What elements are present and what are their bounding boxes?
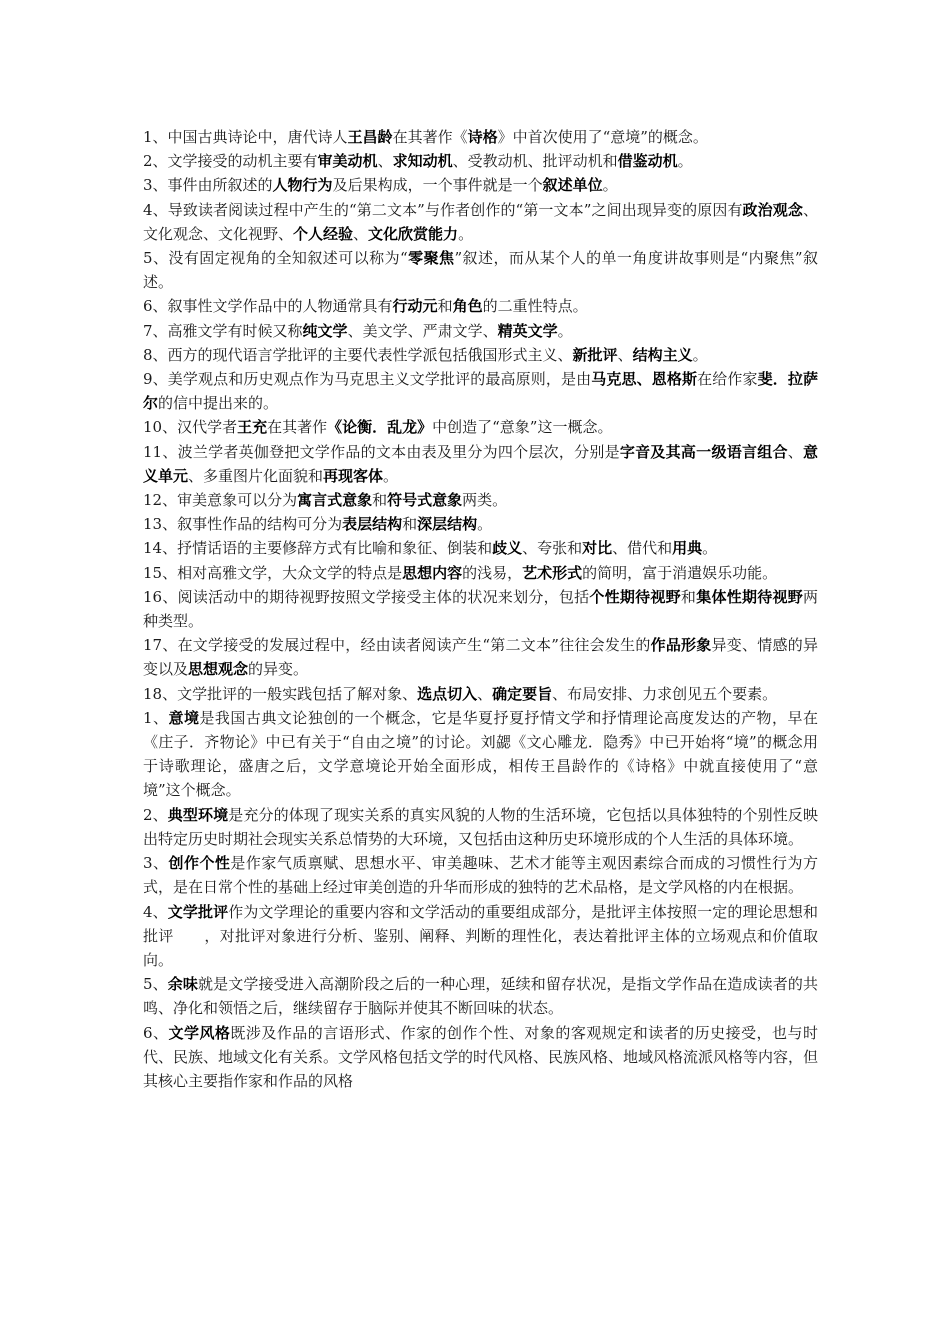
question-item [143, 488, 818, 512]
text-segment: 、夸张和 [522, 539, 583, 558]
answer-keyword: 对比 [582, 539, 613, 558]
answer-keyword: 寓言式意象 [297, 491, 373, 510]
text-segment: 和 [372, 491, 388, 510]
answer-keyword: 零聚焦 [407, 249, 455, 268]
answer-keyword: 深层结构 [417, 515, 478, 534]
answer-keyword: 确定要旨 [492, 684, 553, 703]
question-item [143, 415, 818, 439]
text-segment: 1、 [143, 708, 169, 727]
text-segment: 2、文学接受的动机主要有 [143, 152, 318, 171]
answer-keyword: 余味 [167, 975, 199, 994]
answer-keyword: 人物行为 [272, 176, 333, 195]
question-item [143, 246, 818, 294]
answer-keyword: 求知动机 [392, 152, 453, 171]
answer-keyword: 歧义 [492, 539, 523, 558]
text-segment: 、 [353, 224, 369, 243]
question-item [143, 440, 818, 488]
answer-keyword: 文学批评 [167, 902, 229, 921]
question-item [143, 367, 818, 415]
text-segment: 、多重图片化面貌和 [188, 466, 324, 485]
answer-keyword: 政治观念 [742, 200, 803, 219]
answer-keyword: 意义单元 [143, 442, 818, 485]
answer-keyword: 《论衡．乱龙》 [327, 418, 433, 437]
answer-keyword: 叙述单位 [542, 176, 603, 195]
text-segment: 及后果构成，一个事件就是一个 [332, 176, 543, 195]
answer-keyword: 新批评 [572, 345, 618, 364]
answer-keyword: 斐．拉萨尔 [143, 370, 818, 413]
question-item [143, 319, 818, 343]
question-item [143, 173, 818, 197]
text-segment: 两类。 [462, 491, 508, 510]
answer-keyword: 表层结构 [342, 515, 403, 534]
answer-keyword: 马克思、恩格斯 [591, 370, 698, 389]
question-item [143, 633, 818, 681]
text-segment: 。 [692, 345, 708, 364]
text-segment: 和 [437, 297, 453, 316]
answer-keyword: 艺术形式 [522, 563, 583, 582]
answer-keyword: 再现客体 [323, 466, 384, 485]
definition-item [143, 803, 818, 851]
answer-keyword: 集体性期待视野 [696, 587, 803, 606]
text-segment: 是作家气质禀赋、思想水平、审美趣味、艺术才能等主观因素综合而成的习惯性行为方式，是在日常个性的基础上经过审美创造的升华而形成的独特的艺术品格，是文学风格的内在根据。 [143, 854, 818, 897]
answer-keyword: 结构主义 [632, 345, 693, 364]
question-item [143, 343, 818, 367]
answer-keyword: 借鉴动机 [617, 152, 678, 171]
text-segment: 、美文学、严肃文学、 [347, 321, 498, 340]
text-segment: 。 [677, 152, 693, 171]
text-segment: ”叙述，而从某个人的单一角度讲故事则是“内聚焦”叙述。 [143, 249, 818, 292]
text-segment: 16、阅读活动中的期待视野按照文学接受主体的状况来划分，包括 [143, 587, 590, 606]
text-segment: 中创造了“意象”这一概念。 [432, 418, 613, 437]
definition-item [143, 900, 818, 973]
text-segment: 两种类型。 [143, 587, 818, 631]
text-segment: 的简明，富于消遣娱乐功能。 [582, 563, 778, 582]
text-segment: 的信中提出来的。 [158, 394, 279, 413]
document-page [143, 125, 818, 1093]
text-segment: 18、文学批评的一般实践包括了解对象、 [143, 684, 418, 703]
text-segment: 、 [377, 152, 393, 171]
text-segment: 。 [477, 515, 493, 534]
answer-keyword: 思想内容 [402, 563, 463, 582]
text-segment: 2、 [143, 805, 168, 824]
text-segment: 14、抒情话语的主要修辞方式有比喻和象征、倒装和 [143, 539, 493, 558]
answer-keyword: 符号式意象 [387, 491, 463, 510]
text-segment: 8、西方的现代语言学批评的主要代表性学派包括俄国形式主义、 [143, 345, 573, 364]
text-segment: 、受教动机、批评动机和 [452, 152, 618, 171]
text-segment: 。 [602, 176, 618, 195]
question-item [143, 682, 818, 706]
question-item [143, 561, 818, 585]
text-segment: 、布局安排、力求创见五个要素。 [552, 684, 778, 703]
answer-keyword: 创作个性 [168, 854, 231, 873]
answer-keyword: 王充 [237, 418, 268, 437]
definition-item [143, 706, 818, 803]
text-segment: 异变、情感的异变以及 [143, 636, 818, 679]
text-segment: 5、 [143, 975, 168, 994]
answer-keyword: 诗格 [467, 128, 498, 146]
definition-item [143, 851, 818, 899]
text-segment: 既涉及作品的言语形式、作家的创作个性、对象的客观规定和读者的历史接受，也与时代、民族、地域文化有关系。文学风格包括文学的时代风格、民族风格、地域风格流派风格等内容，但其核心主要指作家和作品的风格 [143, 1023, 819, 1090]
text-segment: 就是文学接受进入高潮阶段之后的一种心理，延续和留存状况，是指文学作品在造成读者的共鸣、净化和领悟之后，继续留存于脑际并使其不断回味的状态。 [143, 975, 818, 1018]
text-segment: 在其著作《 [392, 128, 468, 146]
answer-keyword: 文学风格 [168, 1023, 231, 1042]
text-segment: 的二重性特点。 [482, 297, 588, 316]
question-item [143, 125, 818, 149]
answer-keyword: 行动元 [392, 297, 438, 316]
text-segment: 9、美学观点和历史观点作为马克思主义文学批评的最高原则，是由 [143, 370, 592, 389]
text-segment: 的浅易， [462, 563, 523, 582]
text-segment: 13、叙事性作品的结构可分为 [143, 515, 343, 534]
answer-keyword: 用典 [672, 539, 703, 558]
text-segment: 10、汉代学者 [143, 418, 238, 437]
text-segment: 。 [383, 466, 399, 485]
term-definition-section [143, 706, 818, 1093]
answer-keyword: 意境 [168, 708, 200, 727]
text-segment: 是充分的体现了现实关系的真实风貌的人物的生活环境，它包括以具体独特的个别性反映出特定历史时期社会现实关系总情势的大环境，又包括由这种历史环境形成的个人生活的具体环境。 [143, 805, 818, 848]
text-segment: 的异变。 [248, 660, 309, 679]
text-segment: 、文化观念、文化视野、 [143, 200, 818, 243]
answer-keyword: 个人经验 [293, 224, 354, 243]
answer-keyword: 作品形象 [650, 636, 712, 655]
question-item [143, 294, 818, 318]
text-segment: 在其著作 [267, 418, 328, 437]
text-segment: 。 [702, 539, 718, 558]
answer-keyword: 选点切入 [417, 684, 478, 703]
answer-keyword: 角色 [452, 297, 483, 316]
fill-in-blank-section [143, 125, 818, 706]
question-item [143, 198, 818, 246]
text-segment: 在给作家 [697, 370, 758, 389]
text-segment: 4、导致读者阅读过程中产生的“第二文本”与作者创作的“第一文本”之间出现异变的原因有 [143, 200, 743, 219]
question-item [143, 512, 818, 536]
text-segment: 1、中国古典诗论中，唐代诗人 [143, 128, 348, 146]
text-segment: 、 [787, 442, 803, 461]
text-segment: 、借代和 [612, 539, 673, 558]
text-segment: 3、 [143, 854, 169, 873]
definition-item [143, 972, 818, 1020]
text-segment: 7、高雅文学有时候又称 [143, 321, 303, 340]
text-segment: 作为文学理论的重要内容和文学活动的重要组成部分，是批评主体按照一定的理论思想和批评 ，对批评对象进行分析、鉴别、阐释、判断的理性化，表达着批评主体的立场观点和价值取向。 [143, 902, 818, 969]
text-segment: 15、相对高雅文学，大众文学的特点是 [143, 563, 403, 582]
answer-keyword: 个性期待视野 [589, 587, 681, 606]
answer-keyword: 思想观念 [188, 660, 249, 679]
text-segment: 6、 [143, 1023, 169, 1042]
text-segment: 是我国古典文论独创的一个概念，它是华夏抒夏抒情文学和抒情理论高度发达的产物，早在《庄子．齐物论》中已有关于“自由之境”的讨论。刘勰《文心雕龙．隐秀》中已开始将“境”的概念用于诗歌理论，盛唐之后，文学意境论开始全面形成，相传王昌龄作的《诗格》中就直接使用了“意境”这个概念。 [143, 708, 818, 800]
question-item [143, 536, 818, 560]
question-item [143, 585, 818, 633]
text-segment: 、 [617, 345, 633, 364]
text-segment: 和 [680, 587, 697, 606]
answer-keyword: 纯文学 [302, 321, 348, 340]
answer-keyword: 典型环境 [167, 805, 229, 824]
text-segment: 12、审美意象可以分为 [143, 491, 298, 510]
text-segment: 5、没有固定视角的全知叙述可以称为“ [143, 249, 408, 268]
answer-keyword: 审美动机 [317, 152, 378, 171]
text-segment: 3、事件由所叙述的 [143, 176, 273, 195]
text-segment: 4、 [143, 902, 168, 921]
answer-keyword: 王昌龄 [347, 128, 393, 146]
definition-item [143, 1021, 818, 1094]
text-segment: 6、叙事性文学作品中的人物通常具有 [143, 297, 393, 316]
text-segment: 和 [402, 515, 418, 534]
text-segment: 、 [477, 684, 493, 703]
text-segment: 。 [458, 224, 474, 243]
text-segment: 。 [557, 321, 573, 340]
text-segment: 17、在文学接受的发展过程中，经由读者阅读产生“第二文本”往往会发生的 [143, 636, 651, 655]
answer-keyword: 字音及其高一级语言组合 [619, 442, 788, 461]
text-segment: 11、波兰学者英伽登把文学作品的文本由表及里分为四个层次，分别是 [143, 442, 620, 461]
question-item [143, 149, 818, 173]
text-segment: 》中首次使用了“意境”的概念。 [497, 128, 708, 146]
answer-keyword: 文化欣赏能力 [368, 224, 459, 243]
answer-keyword: 精英文学 [497, 321, 558, 340]
